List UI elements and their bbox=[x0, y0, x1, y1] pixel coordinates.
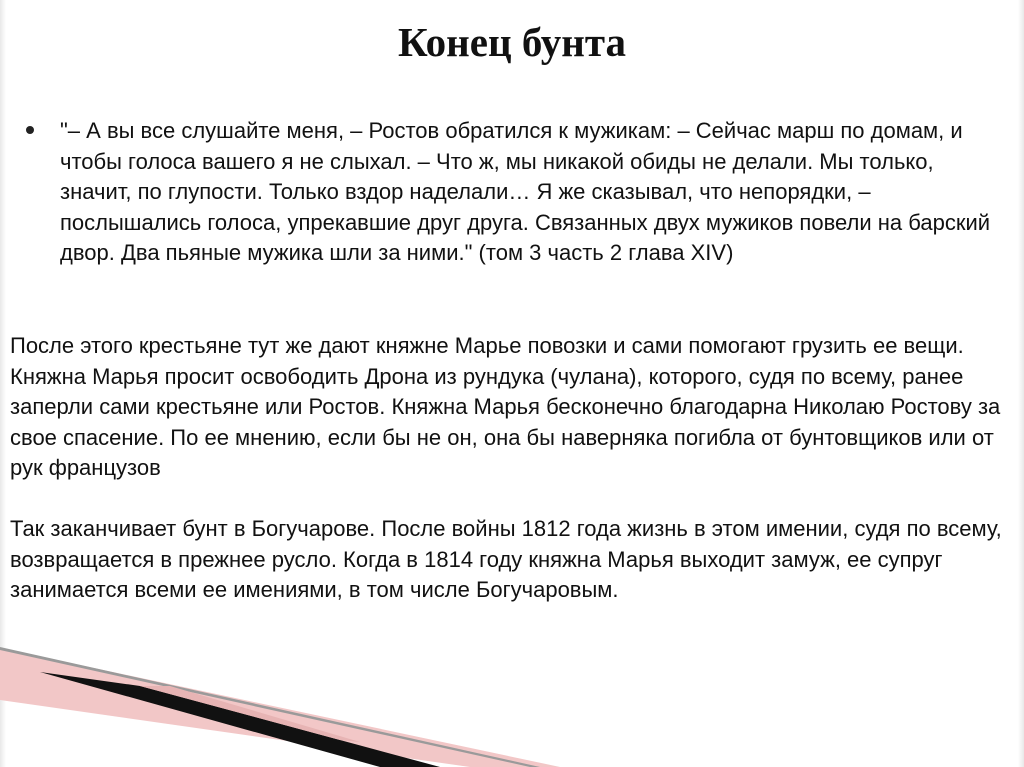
quote-text: "– А вы все слушайте меня, – Ростов обратился к мужикам: – Сейчас марш по домам, и чтобы голоса вашего я не слыхал. – Что ж, мы никакой обиды не делали. Мы только, значит, по глупости. Только вздор наделали… Я же сказывал, что непорядки, – послышались голоса, упрекавшие друг друга. Связанных двух мужиков повели на барский двор. Два пьяные мужика шли за ними." (том 3 часть 2 глава XIV) bbox=[60, 118, 991, 265]
left-edge-shade bbox=[0, 0, 6, 767]
paragraph-2: Так заканчивает бунт в Богучарове. После войны 1812 года жизнь в этом имении, судя по всему, возвращается в прежнее русло. Когда в 1814 году княжна Марья выходит замуж, ее супруг занимается всеми ее имениями, в том числе Богучаровым. bbox=[10, 516, 1002, 602]
bullet-icon bbox=[26, 126, 34, 134]
right-edge-shade bbox=[1018, 0, 1024, 767]
slide-title: Конец бунта bbox=[397, 19, 627, 65]
gray-line bbox=[0, 647, 540, 767]
quote-bullet bbox=[18, 116, 1008, 269]
pink-stripe bbox=[0, 648, 560, 767]
paragraph-1: После этого крестьяне тут же дают княжне Марье повозки и сами помогают грузить ее вещи. Княжна Марья просит освободить Дрона из рундука (чулана), которого, судя по всему, ранее заперли сами крестьяне или Ростов. Княжна Марья бесконечно благодарна Николаю Ростову за свое спасение. По ее мнению, если бы не он, она бы наверняка погибла от бунтовщиков или от рук французов bbox=[10, 333, 1001, 480]
pink-highlight bbox=[140, 686, 360, 742]
black-stripe bbox=[40, 672, 440, 767]
